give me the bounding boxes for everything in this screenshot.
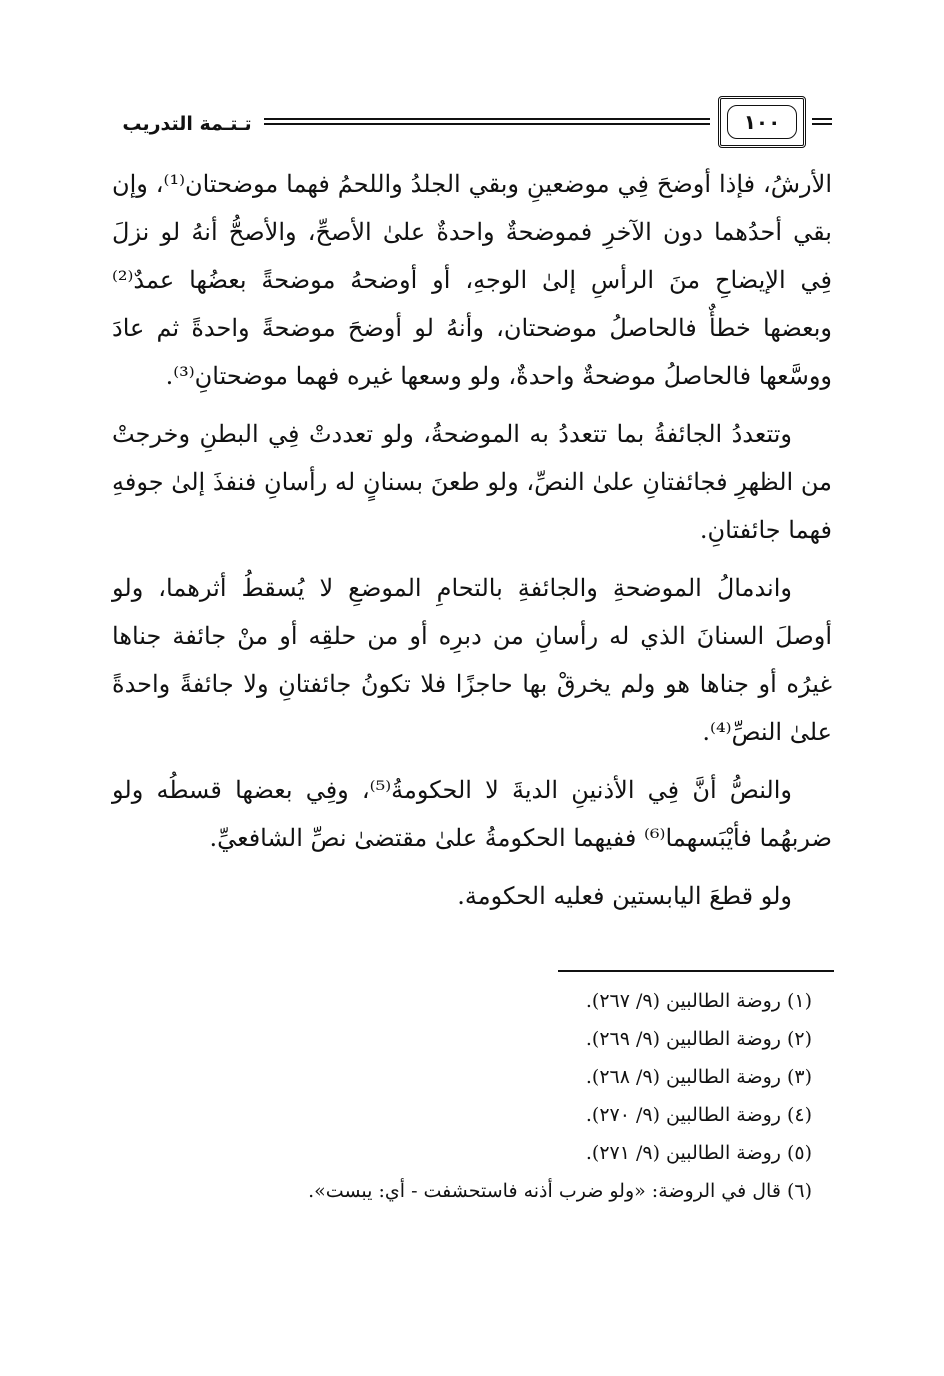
footnote xyxy=(112,1020,812,1058)
page-number: ١٠٠ xyxy=(727,105,797,139)
paragraph: الأرشُ، فإذا أوضحَ فِي موضعينِ وبقي الجلدُ واللحمُ فهما موضحتان⁽¹⁾، وإن بقي أحدُهما دون الآخرِ فموضحةٌ واحدةٌ علىٰ الأصحِّ، والأصحُّ أنهُ لو نزلَ فِي الإيضاحِ منَ الرأسِ إلىٰ الوجهِ، أو أوضحهُ موضحةً بعضُها عمدٌ⁽²⁾ وبعضها خطأٌ فالحاصلُ موضحتان، وأنهُ لو أوضحَ موضحةً واحدةً ثم عادَ ووسَّعها فالحاصلُ موضحةٌ واحدةٌ، ولو وسعها غيره فهما موضحتانِ⁽³⁾. xyxy=(112,170,833,390)
footnote-number: (٥) xyxy=(786,1142,812,1164)
running-header xyxy=(112,92,832,156)
footnote-text: روضة الطالبين (٩/ ٢٧١). xyxy=(585,1142,781,1164)
header-rule-middle xyxy=(264,118,710,125)
footnote-number: (٢) xyxy=(786,1028,812,1050)
paragraph: واندمالُ الموضحةِ والجائفةِ بالتحامِ الموضعِ لا يُسقطُ أثرهما، ولو أوصلَ السنانَ الذي له رأسانِ من دبرِه أو من حلقِه أو منْ جائفة جناها غيرُه أو جناها هو ولم يخرقْ بها حاجزًا فلا تكونُ جائفتانِ ولا جائفةً واحدةً علىٰ النصِّ⁽⁴⁾. xyxy=(112,574,833,746)
footnote-separator xyxy=(558,970,834,972)
header-rule-right xyxy=(812,118,832,125)
footnote xyxy=(112,1134,812,1172)
footnote-text: روضة الطالبين (٩/ ٢٦٧). xyxy=(585,990,781,1012)
footnote-text: روضة الطالبين (٩/ ٢٦٩). xyxy=(585,1028,781,1050)
footnote-text: قال في الروضة: «ولو ضرب أذنه فاستحشفت - أي: يبست». xyxy=(308,1180,781,1202)
running-title: تـتـمة التدريب xyxy=(122,113,252,135)
footnote xyxy=(112,1096,812,1134)
footnote xyxy=(112,982,812,1020)
footnote-text: روضة الطالبين (٩/ ٢٦٨). xyxy=(585,1066,781,1088)
footnotes xyxy=(112,982,812,1210)
page-number-box xyxy=(718,96,806,148)
footnote-number: (١) xyxy=(786,990,812,1012)
paragraph: وتتعددُ الجائفةُ بما تتعددُ به الموضحةُ، ولو تعددتْ فِي البطنِ وخرجتْ من الظهرِ فجائفتانِ علىٰ النصِّ، ولو طعنَ بسنانٍ له رأسانِ فنفذَ إلىٰ جوفهِ فهما جائفتانِ. xyxy=(112,420,832,544)
main-text xyxy=(112,160,832,930)
paragraph: والنصُّ أنَّ فِي الأذنينِ الديةَ لا الحكومةُ⁽⁵⁾، وفِي بعضها قسطُه ولو ضربهُما فأيْبَسهما⁽⁶⁾ ففيهما الحكومةُ علىٰ مقتضىٰ نصِّ الشافعيِّ. xyxy=(112,776,832,852)
footnote-number: (٤) xyxy=(786,1104,812,1126)
footnote-number: (٣) xyxy=(786,1066,812,1088)
footnote-text: روضة الطالبين (٩/ ٢٧٠). xyxy=(585,1104,781,1126)
footnote-number: (٦) xyxy=(786,1180,812,1202)
footnote xyxy=(112,1172,812,1210)
footnote xyxy=(112,1058,812,1096)
paragraph: ولو قطعَ اليابستين فعليه الحكومة. xyxy=(457,882,792,910)
